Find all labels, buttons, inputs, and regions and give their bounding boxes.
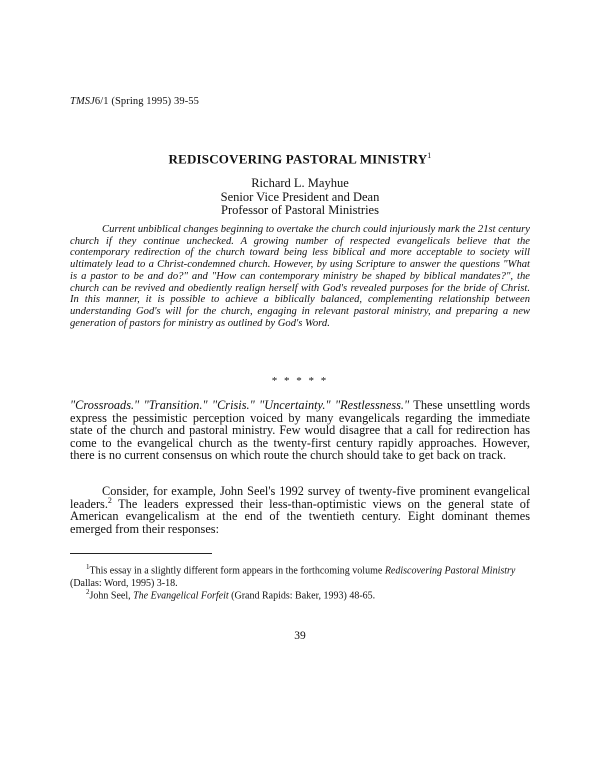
- paragraph-1-text: These unsettling words express the pessimistic perception voiced by many evangelicals regarding the immediate state of the church and pastoral ministry. Few would disagree that a call for redirection has come to the evangelical church as the twenty-first century rapidly approaches. However, there is no current consensus on which route the church should take to get back on track.: [70, 398, 530, 463]
- author-name: Richard L. Mayhue: [251, 176, 349, 190]
- body-paragraph-2: [70, 485, 530, 535]
- page-number: 39: [294, 630, 306, 642]
- journal-abbreviation: TMSJ: [70, 96, 95, 107]
- article-title: [0, 151, 600, 167]
- footnote-2: [70, 586, 530, 603]
- footnote-2-text-b: (Grand Rapids: Baker, 1993) 48-65.: [228, 590, 376, 602]
- footnote-ref-2[interactable]: 2: [107, 495, 112, 505]
- keywords-italic: "Crossroads." "Transition." "Crisis." "Uncertainty." "Restlessness.": [70, 398, 410, 412]
- footnote-1-book-title: Rediscovering Pastoral Ministry: [384, 565, 516, 577]
- section-separator: * * * * *: [271, 375, 329, 387]
- journal-issue: 6/1 (Spring 1995) 39-55: [94, 96, 199, 107]
- title-footnote-mark: 1: [427, 151, 432, 160]
- footnote-divider: [70, 553, 212, 554]
- paragraph-2-text-a: Consider, for example, John Seel's 1992 survey of twenty-five prominent evangelical leaders.: [70, 484, 530, 511]
- abstract: Current unbiblical changes beginning to overtake the church could injuriously mark the 21st century church if they continue unchecked. A growing number of respected evangelicals believe that the contemporary redirection of the church toward being less biblical and more acceptable to society will ultimately lead to a Christ-condemned church. However, by using Scripture to answer the questions "What is a pastor to be and do?" and "How can contemporary ministry be shaped by biblical mandates?", the church can be revived and obediently realign herself with God's revealed purposes for the bride of Christ. In this manner, it is possible to achieve a biblically balanced, complementing relationship between understanding God's will for the church, engaging in relevant pastoral ministry, and preparing a new generation of pastors for ministry as outlined by God's Word.: [70, 224, 530, 329]
- author-position-1: Senior Vice President and Dean: [220, 189, 380, 204]
- article-title-text: REDISCOVERING PASTORAL MINISTRY: [168, 151, 428, 167]
- body-paragraph-1: [70, 399, 530, 462]
- footnote-2-mark: 2: [86, 588, 90, 596]
- author-position-2: Professor of Pastoral Ministries: [221, 203, 379, 217]
- footnote-2-text-a: John Seel,: [89, 590, 134, 602]
- journal-citation: [70, 96, 199, 107]
- footnote-1-text-a: This essay in a slightly different form appears in the forthcoming volume: [89, 565, 385, 577]
- paragraph-2-text-b: The leaders expressed their less-than-optimistic views on the general state of American evangelicalism at the end of the twentieth century. Eight dominant themes emerged from their responses:: [70, 496, 530, 536]
- author-block: [0, 177, 600, 218]
- footnote-2-book-title: The Evangelical Forfeit: [133, 590, 229, 602]
- footnote-1-mark: 1: [86, 563, 90, 571]
- footnote-1-text-b: (Dallas: Word, 1995) 3-18.: [70, 577, 178, 589]
